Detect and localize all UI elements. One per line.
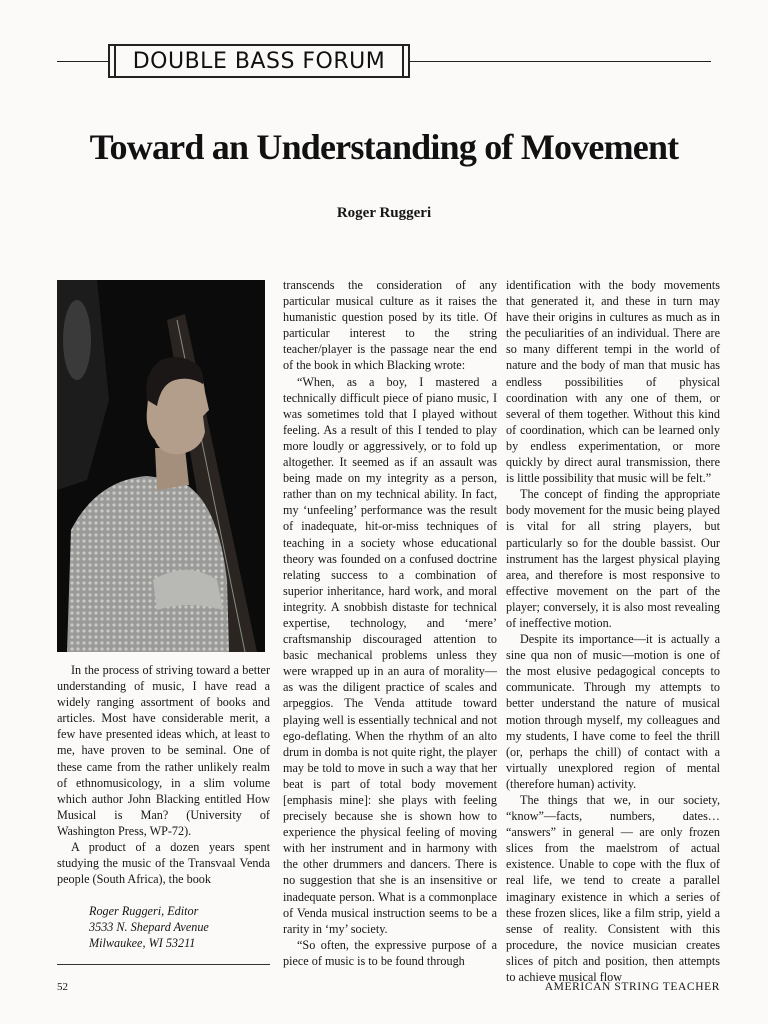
header-rule-right — [410, 61, 711, 62]
address-divider — [57, 964, 270, 965]
paragraph: Despite its importance—it is actually a sine qua non of music—motion is one of the most elusive pedagogical concepts to communicate. Through my attempts to better understand the nature of musical motion through myself, my colleagues and my students, I have come to feel the thrill (or, perhaps the chill) of contact with a virtually unexplored region of mental (therefore human) activity. — [506, 632, 720, 791]
paragraph: A product of a dozen years spent studying the music of the Transvaal Venda people (South Africa), the book — [57, 840, 270, 887]
address-line: 3533 N. Shepard Avenue — [89, 920, 209, 934]
header-rule-left — [57, 61, 108, 62]
paragraph: “So often, the expressive purpose of a piece of music is to be found through — [283, 937, 497, 968]
bassist-photo-illustration — [57, 280, 265, 652]
address-line: Roger Ruggeri, Editor — [89, 904, 199, 918]
editor-address — [89, 903, 209, 951]
paragraph: The concept of finding the appropriate body movement for the music being played is vital for all string players, but particularly so for the double bassist. Our instrument has the largest physical playing area, and therefore is most responsive to effective movement on the part of the player; conversely, it is also most revealing of ineffective motion. — [506, 487, 720, 630]
column-1 — [57, 662, 270, 887]
author-photo — [57, 280, 265, 652]
paragraph: The things that we, in our society, “know”—facts, numbers, dates… “answers” in general — are only frozen slices from the maelstrom of actual existence. Unable to cope with the flux of real life, we tend to create a parallel imaginary existence in which a series of these frozen slices, like a film strip, yield a sense of reality. Consistent with this procedure, the novice musician creates slices of pitch and position, then attempts to achieve musical flow — [506, 793, 720, 985]
column-3 — [506, 277, 720, 985]
author-byline: Roger Ruggeri — [336, 205, 432, 221]
paragraph: transcends the consideration of any particular musical culture as it raises the humanistic question posed by its title. Of particular interest to the string teacher/player is the passage near the end of the book in which Blacking wrote: — [283, 278, 497, 373]
paragraph: “When, as a boy, I mastered a technically difficult piece of piano music, I was sometimes told that I played without feeling. As a result of this I tended to play more loudly or aggressively, or to fold up altogether. It seemed as if an assault was being made on my integrity as a person, rather than on my technical ability. In fact, my ‘unfeeling’ performance was the result of inadequate, hit-or-miss techniques of teaching in a society whose educational theory was founded on a confused doctrine relating success to a combination of superior inheritance, hard work, and moral integrity. A snobbish distaste for technical expertise, technology, and ‘mere’ craftsmanship discouraged attention to basic mechanical problems unless they were wrapped up in an aura of morality—as was the diligent practice of scales and arpeggios. The Venda attitude toward playing well is essentially technical and not ego-deflating. When the rhythm of an alto drum in domba is not quite right, the player may be told to move in such a way that her beat is part of total body movement [emphasis mine]: she plays with feeling precisely because she is shown how to experience the physical feeling of moving with her instrument and in harmony with the other drummers and dancers. There is no suggestion that she is an insensitive or inadequate person. What is a commonplace of Venda musical instruction seems to be a rarity in ‘my’ society. — [283, 374, 497, 936]
paragraph: identification with the body movements that generated it, and these in turn may have their origins in cultures as much as in the peculiarities of an individual. There are so many different tempi in the world of nature and the body of man that music has endless possibilities of physical coordination with any one of them, or several of them together. Without this kind of coordination, which can be learned only by endless experimentation, or more quickly by direct aural transmission, there is little possibility that music will be felt.” — [506, 278, 720, 486]
paragraph: In the process of striving toward a better understanding of music, I have read a widely ranging assortment of books and articles. Most have considerable merit, a few have presented ideas which, at least to me, have proven to be seminal. One of these came from the rather unlikely realm of ethnomusicology, in a slim volume which author John Blacking entitled How Musical is Man? (University of Washington Press, WP-72). — [57, 663, 270, 838]
section-title: DOUBLE BASS FORUM — [132, 48, 386, 74]
column-2 — [283, 277, 497, 969]
section-header — [108, 44, 410, 78]
address-line: Milwaukee, WI 53211 — [89, 936, 196, 950]
article-title: Toward an Understanding of Movement — [89, 127, 679, 167]
publication-name: AMERICAN STRING TEACHER — [544, 981, 720, 993]
page-number: 52 — [57, 981, 68, 993]
